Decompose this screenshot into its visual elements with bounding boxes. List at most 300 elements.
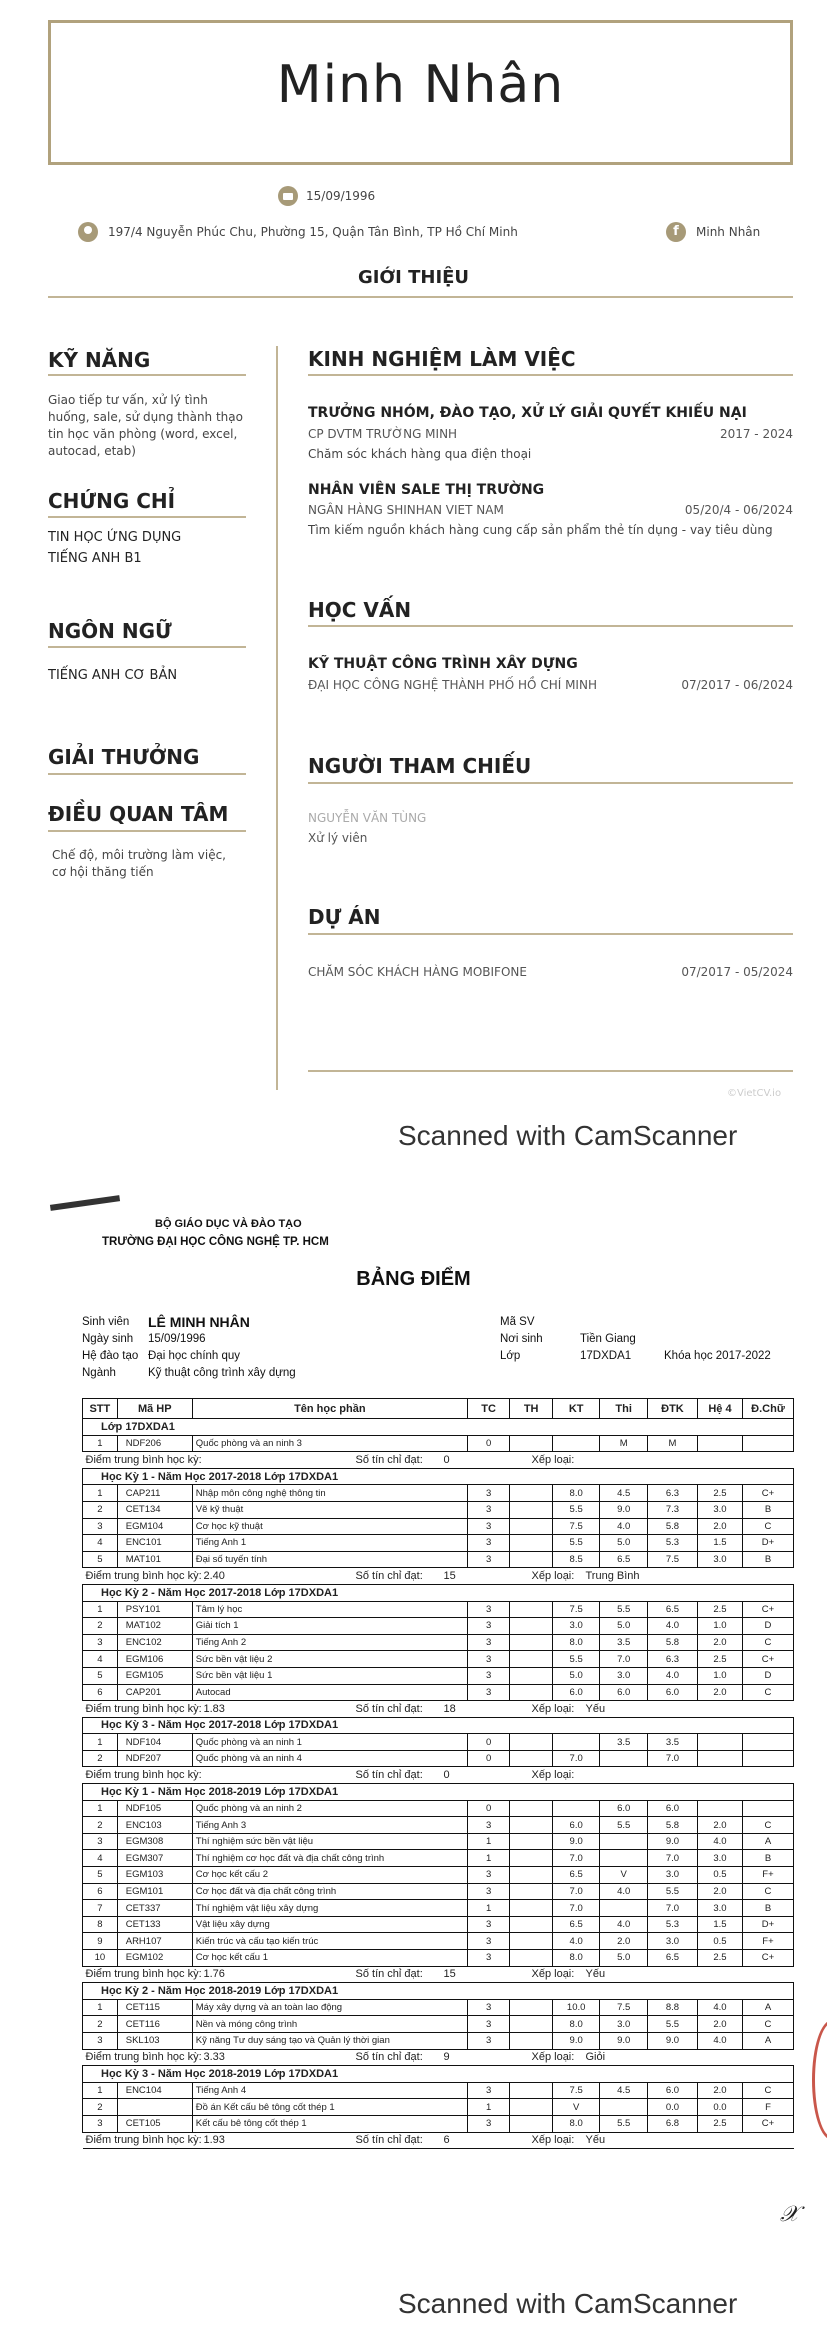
grade-cell: 2 [83,1817,118,1834]
training-type: Đại học chính quy [148,1350,241,1362]
grade-cell [697,1734,742,1751]
grade-cell: 3.0 [697,1850,742,1867]
grade-cell: 3 [467,2115,510,2132]
grade-cell: 5.0 [600,1618,648,1635]
grade-cell: 5.0 [552,1667,600,1684]
grade-cell [510,1950,553,1967]
grade-cell: 0.5 [697,1933,742,1950]
grade-cell: 1 [83,1999,118,2016]
grade-cell: 9.0 [600,1501,648,1518]
grade-cell: Quốc phòng và an ninh 3 [192,1435,467,1452]
grades-header-row [83,1399,794,1419]
grade-cell: 7.5 [552,1601,600,1618]
job2-company: NGÂN HÀNG SHINHAN VIET NAM [308,503,504,517]
grade-cell: Quốc phòng và an ninh 1 [192,1734,467,1751]
grade-cell: 3 [83,1518,118,1535]
grade-cell: 6.0 [647,2082,697,2099]
grade-cell: 2.0 [600,1933,648,1950]
avg-label: Điểm trung bình học kỳ: [85,1769,202,1782]
rank-value: Yếu [585,1968,606,1981]
semester-header-row [83,1784,794,1801]
semester-title: Học Kỳ 2 - Năm Học 2018-2019 Lớp 17DXDA1 [83,1983,794,2000]
column-header: TC [467,1399,510,1419]
grade-cell: 4.0 [647,1667,697,1684]
grade-cell: 1 [83,1800,118,1817]
grade-cell: 0 [467,1800,510,1817]
grade-cell [510,1800,553,1817]
grade-cell: 7.0 [552,1850,600,1867]
grade-cell: C [742,1634,793,1651]
grade-cell: 3.0 [647,1867,697,1884]
grade-cell: EGM105 [117,1667,192,1684]
grade-cell: 1 [467,2099,510,2116]
grade-cell [510,1833,553,1850]
grade-cell: B [742,1900,793,1917]
cert-2: TIẾNG ANH B1 [48,551,142,566]
grade-cell: 5.3 [647,1916,697,1933]
grade-row [83,2016,794,2033]
grade-cell: 6.3 [647,1651,697,1668]
birthday: 15/09/1996 [306,189,376,203]
grade-cell: 5.3 [647,1535,697,1552]
semester-title: Học Kỳ 1 - Năm Học 2018-2019 Lớp 17DXDA1 [83,1784,794,1801]
grade-cell: 7.3 [647,1501,697,1518]
signature-mark: 𝒳 [780,2202,799,2227]
grade-cell: CET115 [117,1999,192,2016]
grade-cell [510,1667,553,1684]
grade-cell: 9 [83,1933,118,1950]
grade-cell: 3.0 [600,2016,648,2033]
grade-cell: 4.0 [697,1833,742,1850]
semester-summary-row [83,1452,794,1469]
grade-cell [510,1435,553,1452]
grade-cell: 6.5 [552,1867,600,1884]
grade-cell: Thí nghiệm sức bền vật liệu [192,1833,467,1850]
education-title: HỌC VẤN [308,598,412,622]
grade-cell: 6.0 [647,1800,697,1817]
grade-cell [600,1900,648,1917]
language-title: NGÔN NGỮ [48,619,172,643]
grade-row [83,1883,794,1900]
edu-school: ĐẠI HỌC CÔNG NGHỆ THÀNH PHỐ HỒ CHÍ MINH [308,678,597,692]
grade-row [83,1867,794,1884]
dob-label: Ngày sinh [82,1333,134,1345]
grade-cell: M [600,1435,648,1452]
grade-row [83,2115,794,2132]
grade-cell: MAT102 [117,1618,192,1635]
grade-cell: D+ [742,1916,793,1933]
cert-1: TIN HỌC ỨNG DỤNG [48,530,182,545]
grade-cell: 3 [467,2082,510,2099]
grade-cell: 3 [467,1518,510,1535]
grade-cell: 5 [83,1667,118,1684]
grade-cell: 2.5 [697,1950,742,1967]
major-label: Ngành [82,1367,116,1379]
grade-row [83,1634,794,1651]
grade-cell: NDF206 [117,1435,192,1452]
grade-cell: Đồ án Kết cấu bê tông cốt thép 1 [192,2099,467,2116]
grade-cell [510,1501,553,1518]
grade-cell: C [742,1883,793,1900]
grade-cell: 3 [467,1535,510,1552]
semester-title: Học Kỳ 2 - Năm Học 2017-2018 Lớp 17DXDA1 [83,1584,794,1601]
grade-row [83,1933,794,1950]
course: Khóa học 2017-2022 [664,1350,771,1362]
pob-label: Nơi sinh [500,1333,543,1345]
grade-cell: 9.0 [552,1833,600,1850]
type-label: Hệ đào tạo [82,1350,139,1362]
facebook-icon: f [666,222,686,242]
grade-cell: Nền và móng công trình [192,2016,467,2033]
language-1: TIẾNG ANH CƠ BẢN [48,668,178,683]
grade-cell: 1.0 [697,1618,742,1635]
grade-cell: 0 [467,1435,510,1452]
ministry: BỘ GIÁO DỤC VÀ ĐÀO TẠO [155,1218,302,1230]
job1-title: TRƯỞNG NHÓM, ĐÀO TẠO, XỬ LÝ GIẢI QUYẾT KHIẾU NẠI [308,405,747,421]
grade-cell: Nhập môn công nghệ thông tin [192,1485,467,1502]
semester-summary-row [83,1701,794,1718]
grade-row [83,1833,794,1850]
grade-cell: 2.5 [697,1485,742,1502]
grade-cell: 6.0 [552,1817,600,1834]
grade-cell: 3 [467,1684,510,1701]
grade-cell: 3 [467,1916,510,1933]
grade-cell: 3 [467,1667,510,1684]
semester-summary [83,1568,794,1585]
grade-cell: 1.5 [697,1916,742,1933]
grade-cell [697,1750,742,1767]
rank-value: Giỏi [585,2051,606,2064]
grade-cell: 10 [83,1950,118,1967]
grade-cell: NDF207 [117,1750,192,1767]
rank-value: Trung Bình [585,1570,640,1583]
grade-cell: 2.5 [697,1651,742,1668]
grade-cell: Đại số tuyến tính [192,1551,467,1568]
grade-cell: NDF105 [117,1800,192,1817]
grade-cell: 5 [83,1867,118,1884]
birthday-row [278,186,375,206]
grade-cell: 1.5 [697,1535,742,1552]
grade-cell: 7.0 [647,1900,697,1917]
footer-divider [308,1070,793,1072]
semester-summary-row [83,1568,794,1585]
grade-cell: 3 [467,1601,510,1618]
grade-cell: 4.5 [600,1485,648,1502]
grade-cell [510,2032,553,2049]
grade-cell: 3 [467,1618,510,1635]
grade-cell [600,1833,648,1850]
project-name: CHĂM SÓC KHÁCH HÀNG MOBIFONE [308,965,527,979]
grade-cell: 5.0 [600,1950,648,1967]
reference-divider [308,782,793,784]
grade-cell: 1.0 [697,1667,742,1684]
project-title: DỰ ÁN [308,905,381,929]
grade-cell: 8 [83,1916,118,1933]
semester-title: Học Kỳ 3 - Năm Học 2017-2018 Lớp 17DXDA1 [83,1717,794,1734]
grade-cell: 1 [83,1485,118,1502]
grade-cell: 5.8 [647,1634,697,1651]
avg-value: 2.40 [203,1570,225,1583]
edu-period: 07/2017 - 06/2024 [681,678,793,692]
grade-cell: CAP201 [117,1684,192,1701]
grade-cell: 4.0 [647,1618,697,1635]
interest-title: ĐIỀU QUAN TÂM [48,802,229,826]
credits-label: Số tín chỉ đạt: [355,1702,423,1715]
semester-header-row [83,1419,794,1436]
grade-cell: F+ [742,1867,793,1884]
grade-cell [510,1900,553,1917]
grade-row [83,1501,794,1518]
grade-cell [510,1867,553,1884]
grade-cell: 8.5 [552,1551,600,1568]
grade-cell: 2.0 [697,1883,742,1900]
grade-cell: 1 [83,1435,118,1452]
grade-cell [510,1817,553,1834]
student-name: LÊ MINH NHÂN [148,1314,250,1330]
grade-cell: 6 [83,1883,118,1900]
grade-cell [510,1651,553,1668]
grade-cell [510,2016,553,2033]
grade-cell: C+ [742,1651,793,1668]
class-label: Lớp [500,1350,521,1362]
column-header: Hệ 4 [697,1399,742,1419]
grade-row [83,1900,794,1917]
grade-cell: 3 [467,1867,510,1884]
credits-value: 6 [443,2134,450,2147]
grade-cell: EGM308 [117,1833,192,1850]
reference-title: NGƯỜI THAM CHIẾU [308,754,532,778]
credits-value: 18 [443,1702,456,1715]
grade-cell: ENC101 [117,1535,192,1552]
grade-cell: 6.5 [647,1601,697,1618]
grade-cell: Giải tích 1 [192,1618,467,1635]
grade-cell: 0 [467,1750,510,1767]
grade-row [83,1999,794,2016]
grade-cell: C+ [742,2115,793,2132]
grade-cell: 3 [467,1634,510,1651]
grade-cell: Vật liệu xây dựng [192,1916,467,1933]
project-period: 07/2017 - 05/2024 [681,965,793,979]
credits-value: 0 [443,1453,450,1466]
column-header: Tên học phần [192,1399,467,1419]
column-divider [276,346,278,1090]
grade-cell: 9.0 [600,2032,648,2049]
grade-cell: EGM102 [117,1950,192,1967]
grade-cell: 2 [83,1618,118,1635]
scanner-label-2: Scanned with CamScanner [398,2288,738,2319]
grade-cell: EGM101 [117,1883,192,1900]
grade-cell: 7.5 [552,1518,600,1535]
grade-cell [510,1485,553,1502]
grade-cell: 3 [83,1634,118,1651]
grade-cell: 1 [83,2082,118,2099]
grade-cell: 3.5 [647,1734,697,1751]
grade-cell [510,1734,553,1751]
red-stamp [812,2020,827,2140]
grade-cell: CET105 [117,2115,192,2132]
avg-value: 1.76 [203,1968,225,1981]
grade-cell [600,2099,648,2116]
grade-cell: CET116 [117,2016,192,2033]
transcript-title: BẢNG ĐIỂM [356,1268,471,1290]
grade-cell: 6.8 [647,2115,697,2132]
grade-cell [510,1634,553,1651]
grade-cell: 8.0 [552,1634,600,1651]
grade-cell: 10.0 [552,1999,600,2016]
grade-cell: 4.0 [600,1518,648,1535]
scanner-label-1: Scanned with CamScanner [398,1120,738,1151]
grade-cell: 7 [83,1900,118,1917]
avg-label: Điểm trung bình học kỳ: [85,2051,202,2064]
avg-value: 1.93 [203,2134,225,2147]
grade-cell: C+ [742,1485,793,1502]
grade-cell: 6.5 [600,1551,648,1568]
grade-cell: 7.0 [600,1651,648,1668]
grade-cell: 0.0 [647,2099,697,2116]
grade-cell: 8.0 [552,1485,600,1502]
grade-cell: 3 [83,2115,118,2132]
column-header: Mã HP [117,1399,192,1419]
cv-name: Minh Nhân [276,55,565,115]
intro-title: GIỚI THIỆU [357,267,470,288]
grade-row [83,1601,794,1618]
grade-cell [510,1618,553,1635]
grade-cell: 5.5 [552,1501,600,1518]
grade-cell: ENC102 [117,1634,192,1651]
grade-cell: 5 [83,1551,118,1568]
experience-title: KINH NGHIỆM LÀM VIỆC [308,347,576,371]
grade-cell: 5.5 [647,1883,697,1900]
watermark: ©VietCV.io [727,1088,782,1099]
grade-cell: Cơ học kết cấu 1 [192,1950,467,1967]
grade-cell: ARH107 [117,1933,192,1950]
dob: 15/09/1996 [148,1333,206,1345]
grade-cell [697,1800,742,1817]
semester-summary [83,1966,794,1983]
grade-row [83,1916,794,1933]
grade-cell: 4 [83,1651,118,1668]
grade-cell: 7.0 [647,1850,697,1867]
column-header: Đ.Chữ [742,1399,793,1419]
rank-label: Xếp loại: [531,1453,575,1466]
grade-cell: 4.0 [600,1883,648,1900]
student-label: Sinh viên [82,1316,130,1328]
grade-cell: Tiếng Anh 2 [192,1634,467,1651]
grade-cell: 8.0 [552,2016,600,2033]
reference-name: NGUYỄN VĂN TÙNG [308,811,427,825]
grade-cell [510,1551,553,1568]
facebook-name[interactable]: Minh Nhân [696,225,761,239]
grade-cell: 4.0 [600,1916,648,1933]
job2-desc: Tìm kiếm nguồn khách hàng cung cấp sản phẩm thẻ tín dụng - vay tiêu dùng [308,523,773,537]
grade-cell: EGM106 [117,1651,192,1668]
credits-label: Số tín chỉ đạt: [355,1453,423,1466]
grade-cell: 7.5 [552,2082,600,2099]
credits-label: Số tín chỉ đạt: [355,1769,423,1782]
credits-label: Số tín chỉ đạt: [355,2051,423,2064]
credits-value: 0 [443,1769,450,1782]
grade-cell: 6.0 [647,1684,697,1701]
grade-cell [510,1684,553,1701]
grade-cell: 3 [467,1651,510,1668]
rank-label: Xếp loại: [531,1968,575,1981]
grade-cell [552,1435,600,1452]
grade-cell: C+ [742,1950,793,1967]
grade-cell: 6.5 [647,1950,697,1967]
grade-cell: PSY101 [117,1601,192,1618]
project-divider [308,933,793,935]
grade-cell [742,1734,793,1751]
grade-cell: 5.8 [647,1817,697,1834]
intro-divider [48,296,793,298]
grade-cell: 3 [467,1485,510,1502]
skills-text: Giao tiếp tư vấn, xử lý tình huống, sale, sử dụng thành thạo tin học văn phòng (word, excel, autocad, etab) [48,393,243,458]
grade-cell: Vẽ kỹ thuật [192,1501,467,1518]
grade-cell: CET134 [117,1501,192,1518]
grade-cell: 6 [83,1684,118,1701]
grade-cell: A [742,1833,793,1850]
grade-cell [510,1601,553,1618]
skills-divider [48,374,246,376]
grade-cell: 5.0 [600,1535,648,1552]
grade-cell: 0 [467,1734,510,1751]
grade-cell: CET337 [117,1900,192,1917]
grade-cell: EGM103 [117,1867,192,1884]
semester-header-row [83,2066,794,2083]
job1-company: CP DVTM TRƯỜNG MINH [308,427,458,441]
grade-row [83,1800,794,1817]
grade-row [83,1734,794,1751]
skills-title: KỸ NĂNG [48,348,151,372]
column-header: STT [83,1399,118,1419]
grade-cell: Kỹ năng Tư duy sáng tạo và Quản lý thời gian [192,2032,467,2049]
grade-cell: 2.0 [697,1817,742,1834]
grade-cell [697,1435,742,1452]
grade-cell: Sức bền vật liệu 2 [192,1651,467,1668]
grade-row [83,2032,794,2049]
grade-cell: Kiến trúc và cấu tạo kiến trúc [192,1933,467,1950]
avg-label: Điểm trung bình học kỳ: [85,1570,202,1583]
major: Kỹ thuật công trình xây dựng [148,1367,296,1379]
grade-cell: 4.0 [697,2032,742,2049]
grade-cell: 3.0 [697,1551,742,1568]
grade-cell: 2.0 [697,2082,742,2099]
facebook-row[interactable] [666,222,760,242]
grade-cell: C [742,1684,793,1701]
grade-cell [510,2115,553,2132]
grade-cell: NDF104 [117,1734,192,1751]
student-id-label: Mã SV [500,1316,535,1328]
university: TRƯỜNG ĐẠI HỌC CÔNG NGHỆ TP. HCM [102,1236,329,1248]
credits-value: 15 [443,1968,456,1981]
grade-cell: Quốc phòng và an ninh 2 [192,1800,467,1817]
grade-row [83,1850,794,1867]
grade-cell: Tiếng Anh 1 [192,1535,467,1552]
grade-cell: 3.0 [647,1933,697,1950]
semester-title: Lớp 17DXDA1 [83,1419,794,1436]
grade-cell: 0.5 [697,1867,742,1884]
grade-cell: Tiếng Anh 4 [192,2082,467,2099]
rank-label: Xếp loại: [531,2051,575,2064]
grade-cell: CET133 [117,1916,192,1933]
grade-cell: 3.0 [600,1667,648,1684]
cert-divider [48,516,246,518]
grade-cell [552,1734,600,1751]
grade-cell: CAP211 [117,1485,192,1502]
semester-summary [83,2132,794,2149]
education-divider [308,625,793,627]
grade-cell [742,1800,793,1817]
